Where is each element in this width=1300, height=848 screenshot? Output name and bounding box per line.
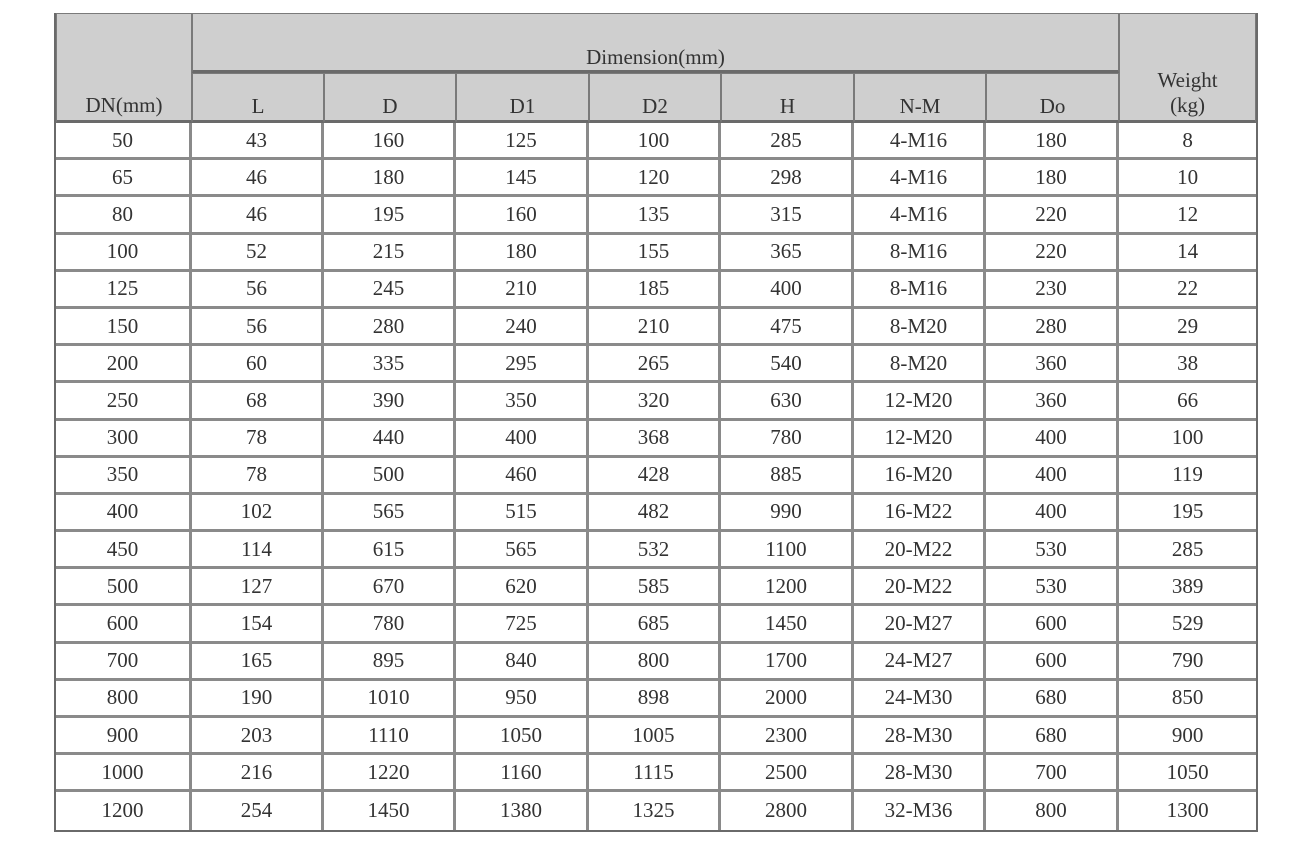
cell-dn: 800	[56, 681, 192, 718]
table-body	[56, 123, 1256, 830]
cell-n-m: 28-M30	[854, 718, 986, 755]
cell-dn: 350	[56, 458, 192, 495]
cell-h: 475	[721, 309, 854, 346]
cell-n-m: 20-M27	[854, 606, 986, 643]
cell-dn: 200	[56, 346, 192, 383]
cell-d2: 1115	[589, 755, 721, 792]
cell-d: 1220	[324, 755, 456, 792]
dimension-table-container	[54, 13, 1254, 832]
cell-d: 280	[324, 309, 456, 346]
table-row	[56, 495, 1256, 532]
cell-d2: 120	[589, 160, 721, 197]
cell-d1: 180	[456, 235, 589, 272]
cell-weight: 790	[1119, 644, 1256, 681]
cell-h: 2800	[721, 792, 854, 829]
cell-l: 102	[192, 495, 324, 532]
cell-weight: 1050	[1119, 755, 1256, 792]
cell-d2: 898	[589, 681, 721, 718]
cell-h: 540	[721, 346, 854, 383]
cell-l: 56	[192, 272, 324, 309]
weight-column-header	[1119, 13, 1256, 123]
table-row	[56, 309, 1256, 346]
cell-d: 245	[324, 272, 456, 309]
cell-do: 600	[986, 606, 1119, 643]
cell-dn: 1000	[56, 755, 192, 792]
cell-l: 56	[192, 309, 324, 346]
cell-weight: 38	[1119, 346, 1256, 383]
cell-dn: 700	[56, 644, 192, 681]
cell-d2: 482	[589, 495, 721, 532]
cell-d: 565	[324, 495, 456, 532]
table-row	[56, 421, 1256, 458]
cell-do: 280	[986, 309, 1119, 346]
cell-l: 46	[192, 160, 324, 197]
table-row	[56, 235, 1256, 272]
cell-d2: 1325	[589, 792, 721, 829]
cell-d2: 428	[589, 458, 721, 495]
cell-do: 360	[986, 383, 1119, 420]
cell-n-m: 8-M20	[854, 346, 986, 383]
cell-weight: 10	[1119, 160, 1256, 197]
cell-dn: 600	[56, 606, 192, 643]
cell-d2: 135	[589, 197, 721, 234]
cell-d: 615	[324, 532, 456, 569]
cell-weight: 850	[1119, 681, 1256, 718]
cell-d2: 210	[589, 309, 721, 346]
cell-h: 1450	[721, 606, 854, 643]
cell-do: 220	[986, 235, 1119, 272]
table-row	[56, 681, 1256, 718]
cell-n-m: 4-M16	[854, 123, 986, 160]
cell-l: 78	[192, 458, 324, 495]
cell-do: 230	[986, 272, 1119, 309]
cell-d: 670	[324, 569, 456, 606]
dimension-group-header: Dimension(mm)	[192, 13, 1119, 73]
cell-d1: 460	[456, 458, 589, 495]
cell-dn: 500	[56, 569, 192, 606]
cell-dn: 80	[56, 197, 192, 234]
cell-weight: 195	[1119, 495, 1256, 532]
cell-n-m: 20-M22	[854, 532, 986, 569]
cell-d1: 145	[456, 160, 589, 197]
cell-l: 165	[192, 644, 324, 681]
cell-h: 780	[721, 421, 854, 458]
table-row	[56, 383, 1256, 420]
table-row	[56, 644, 1256, 681]
cell-do: 400	[986, 421, 1119, 458]
cell-dn: 400	[56, 495, 192, 532]
cell-weight: 100	[1119, 421, 1256, 458]
cell-do: 530	[986, 532, 1119, 569]
cell-d2: 532	[589, 532, 721, 569]
cell-h: 315	[721, 197, 854, 234]
cell-l: 43	[192, 123, 324, 160]
cell-d1: 620	[456, 569, 589, 606]
cell-n-m: 20-M22	[854, 569, 986, 606]
cell-h: 990	[721, 495, 854, 532]
cell-do: 680	[986, 718, 1119, 755]
cell-h: 285	[721, 123, 854, 160]
cell-n-m: 4-M16	[854, 197, 986, 234]
cell-h: 365	[721, 235, 854, 272]
cell-n-m: 12-M20	[854, 421, 986, 458]
cell-d1: 125	[456, 123, 589, 160]
cell-d1: 1380	[456, 792, 589, 829]
table-row	[56, 718, 1256, 755]
cell-do: 600	[986, 644, 1119, 681]
table-header	[56, 13, 1256, 123]
cell-d1: 295	[456, 346, 589, 383]
cell-d2: 585	[589, 569, 721, 606]
cell-n-m: 16-M22	[854, 495, 986, 532]
cell-dn: 100	[56, 235, 192, 272]
cell-dn: 50	[56, 123, 192, 160]
cell-weight: 389	[1119, 569, 1256, 606]
table-row	[56, 755, 1256, 792]
cell-weight: 119	[1119, 458, 1256, 495]
cell-d: 440	[324, 421, 456, 458]
cell-do: 800	[986, 792, 1119, 829]
cell-l: 154	[192, 606, 324, 643]
cell-d1: 400	[456, 421, 589, 458]
column-header-n-m: N-M	[854, 73, 986, 123]
cell-d2: 368	[589, 421, 721, 458]
cell-l: 52	[192, 235, 324, 272]
cell-n-m: 24-M27	[854, 644, 986, 681]
cell-h: 885	[721, 458, 854, 495]
cell-d2: 265	[589, 346, 721, 383]
cell-weight: 66	[1119, 383, 1256, 420]
cell-d1: 240	[456, 309, 589, 346]
cell-do: 360	[986, 346, 1119, 383]
cell-n-m: 4-M16	[854, 160, 986, 197]
cell-h: 1200	[721, 569, 854, 606]
cell-l: 203	[192, 718, 324, 755]
cell-do: 680	[986, 681, 1119, 718]
cell-do: 220	[986, 197, 1119, 234]
cell-dn: 250	[56, 383, 192, 420]
column-header-h: H	[721, 73, 854, 123]
column-header-l: L	[192, 73, 324, 123]
table-row	[56, 606, 1256, 643]
cell-d: 335	[324, 346, 456, 383]
header-row-top	[56, 13, 1256, 73]
cell-dn: 65	[56, 160, 192, 197]
cell-n-m: 16-M20	[854, 458, 986, 495]
cell-n-m: 8-M20	[854, 309, 986, 346]
cell-d: 780	[324, 606, 456, 643]
cell-d: 1450	[324, 792, 456, 829]
cell-l: 68	[192, 383, 324, 420]
column-header-d2: D2	[589, 73, 721, 123]
cell-weight: 22	[1119, 272, 1256, 309]
cell-n-m: 8-M16	[854, 272, 986, 309]
cell-d: 160	[324, 123, 456, 160]
cell-d1: 1050	[456, 718, 589, 755]
table-row	[56, 792, 1256, 829]
cell-weight: 29	[1119, 309, 1256, 346]
cell-d2: 800	[589, 644, 721, 681]
cell-h: 400	[721, 272, 854, 309]
cell-h: 298	[721, 160, 854, 197]
cell-do: 530	[986, 569, 1119, 606]
cell-l: 60	[192, 346, 324, 383]
cell-h: 2300	[721, 718, 854, 755]
cell-weight: 900	[1119, 718, 1256, 755]
cell-dn: 450	[56, 532, 192, 569]
cell-d1: 725	[456, 606, 589, 643]
cell-n-m: 8-M16	[854, 235, 986, 272]
table-row	[56, 123, 1256, 160]
cell-do: 400	[986, 495, 1119, 532]
cell-dn: 300	[56, 421, 192, 458]
cell-d: 500	[324, 458, 456, 495]
column-header-d1: D1	[456, 73, 589, 123]
cell-d1: 210	[456, 272, 589, 309]
cell-do: 180	[986, 160, 1119, 197]
cell-dn: 125	[56, 272, 192, 309]
cell-d: 215	[324, 235, 456, 272]
cell-d1: 950	[456, 681, 589, 718]
cell-l: 127	[192, 569, 324, 606]
dn-column-header: DN(mm)	[56, 13, 192, 123]
cell-d2: 685	[589, 606, 721, 643]
cell-do: 700	[986, 755, 1119, 792]
cell-n-m: 28-M30	[854, 755, 986, 792]
table-row	[56, 160, 1256, 197]
cell-h: 2500	[721, 755, 854, 792]
cell-weight: 8	[1119, 123, 1256, 160]
weight-header-line1: Weight	[1157, 67, 1218, 92]
cell-l: 114	[192, 532, 324, 569]
cell-d: 180	[324, 160, 456, 197]
cell-h: 1700	[721, 644, 854, 681]
cell-d1: 565	[456, 532, 589, 569]
header-row-sub	[56, 73, 1256, 123]
cell-d: 1010	[324, 681, 456, 718]
cell-d1: 160	[456, 197, 589, 234]
cell-h: 1100	[721, 532, 854, 569]
cell-d1: 515	[456, 495, 589, 532]
cell-weight: 529	[1119, 606, 1256, 643]
cell-h: 630	[721, 383, 854, 420]
column-header-do: Do	[986, 73, 1119, 123]
cell-l: 254	[192, 792, 324, 829]
dimension-table	[54, 13, 1258, 832]
cell-do: 400	[986, 458, 1119, 495]
cell-d2: 1005	[589, 718, 721, 755]
cell-n-m: 12-M20	[854, 383, 986, 420]
table-row	[56, 569, 1256, 606]
cell-dn: 150	[56, 309, 192, 346]
cell-h: 2000	[721, 681, 854, 718]
cell-l: 78	[192, 421, 324, 458]
table-row	[56, 458, 1256, 495]
column-header-d: D	[324, 73, 456, 123]
table-row	[56, 272, 1256, 309]
cell-d2: 155	[589, 235, 721, 272]
cell-l: 190	[192, 681, 324, 718]
cell-d1: 840	[456, 644, 589, 681]
cell-d2: 320	[589, 383, 721, 420]
cell-weight: 14	[1119, 235, 1256, 272]
cell-d1: 350	[456, 383, 589, 420]
table-row	[56, 197, 1256, 234]
cell-d2: 185	[589, 272, 721, 309]
cell-dn: 1200	[56, 792, 192, 829]
table-row	[56, 532, 1256, 569]
cell-d1: 1160	[456, 755, 589, 792]
cell-dn: 900	[56, 718, 192, 755]
cell-d: 195	[324, 197, 456, 234]
cell-d: 1110	[324, 718, 456, 755]
table-row	[56, 346, 1256, 383]
cell-d: 895	[324, 644, 456, 681]
cell-d2: 100	[589, 123, 721, 160]
cell-d: 390	[324, 383, 456, 420]
cell-weight: 1300	[1119, 792, 1256, 829]
cell-n-m: 32-M36	[854, 792, 986, 829]
cell-n-m: 24-M30	[854, 681, 986, 718]
weight-header-line2: (kg)	[1170, 92, 1206, 117]
cell-l: 216	[192, 755, 324, 792]
cell-l: 46	[192, 197, 324, 234]
cell-weight: 12	[1119, 197, 1256, 234]
cell-do: 180	[986, 123, 1119, 160]
cell-weight: 285	[1119, 532, 1256, 569]
